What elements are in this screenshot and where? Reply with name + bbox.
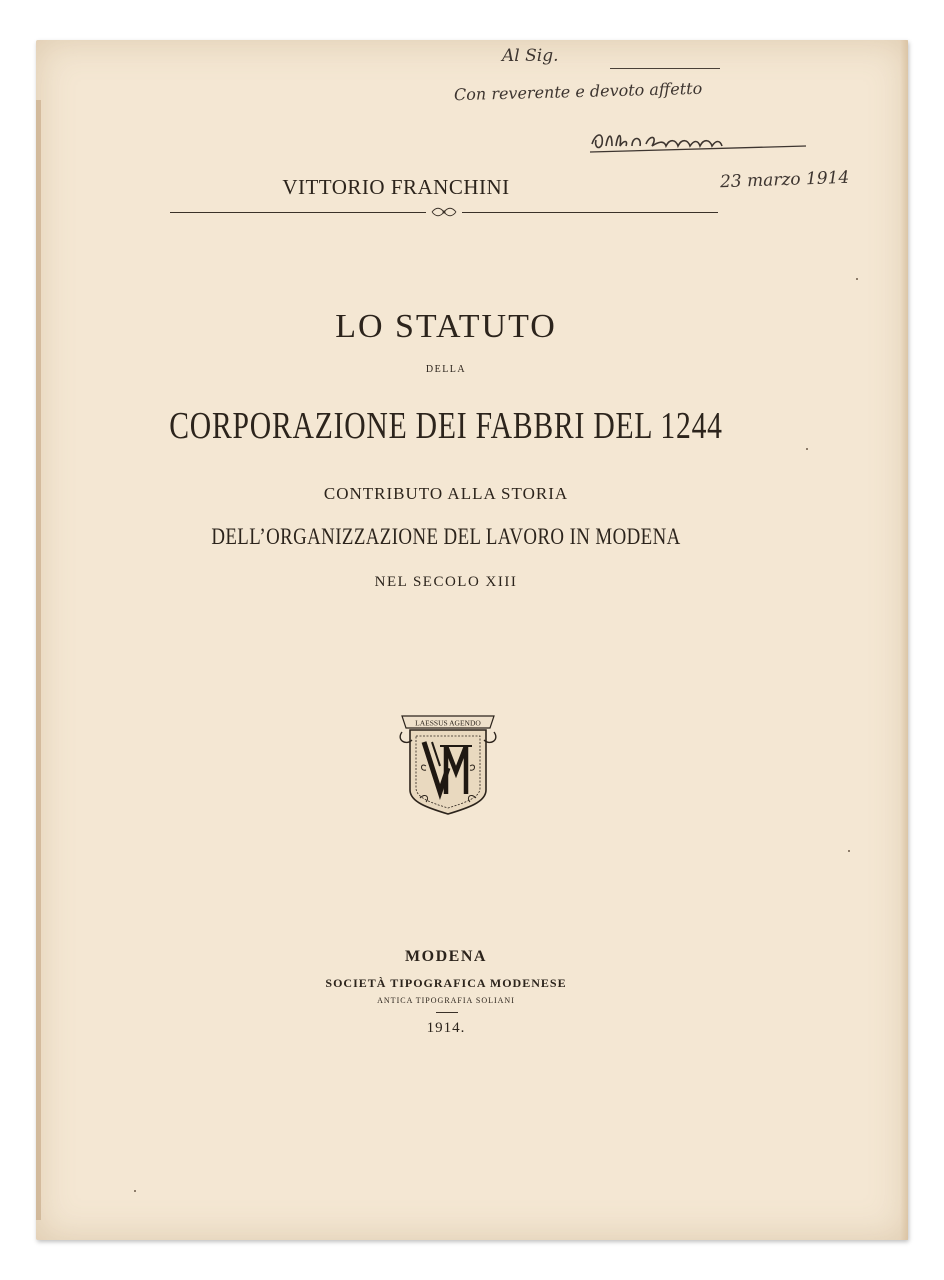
inscription-dedication: Con reverente e devoto affetto <box>453 78 703 105</box>
subtitle-line-1: CONTRIBUTO ALLA STORIA <box>323 484 569 503</box>
spine-wear <box>36 100 41 1220</box>
rule-left <box>170 212 426 213</box>
subtitle-line-2: DELL’ORGANIZZAZIONE DEL LAVORO IN MODENA <box>211 524 681 549</box>
subtitle-line-3: NEL SECOLO XIII <box>374 574 518 590</box>
imprint-rule <box>436 1012 458 1013</box>
title-line-2: CORPORAZIONE DEI FABBRI DEL 1244 <box>169 405 723 447</box>
inscription-blank-line <box>610 68 720 69</box>
paper-speck <box>134 1190 136 1192</box>
imprint-printer: ANTICA TIPOGRAFIA SOLIANI <box>377 996 515 1005</box>
imprint-city: MODENA <box>405 948 487 965</box>
printer-mark-monogram-icon <box>396 706 500 818</box>
title-line-1: LO STATUTO <box>335 308 557 345</box>
emblem-motto: LAESSUS AGENDO <box>415 718 481 728</box>
inscription-date: 23 marzo 1914 <box>719 167 850 193</box>
paper-speck <box>806 448 808 450</box>
title-connector: DELLA <box>425 364 467 375</box>
paper-speck <box>848 850 850 852</box>
page-edge <box>900 40 908 1240</box>
rule-ornament-icon <box>430 206 458 218</box>
author-name: VITTORIO FRANCHINI <box>282 175 510 199</box>
imprint-publisher: SOCIETÀ TIPOGRAFICA MODENESE <box>325 976 567 990</box>
inscription-salutation: Al Sig. <box>502 46 559 66</box>
title-page <box>36 40 908 1240</box>
signature-icon <box>588 126 808 154</box>
ornamental-rule <box>170 206 718 218</box>
rule-right <box>462 212 718 213</box>
imprint-year: 1914. <box>426 1020 466 1036</box>
paper-speck <box>856 278 858 280</box>
